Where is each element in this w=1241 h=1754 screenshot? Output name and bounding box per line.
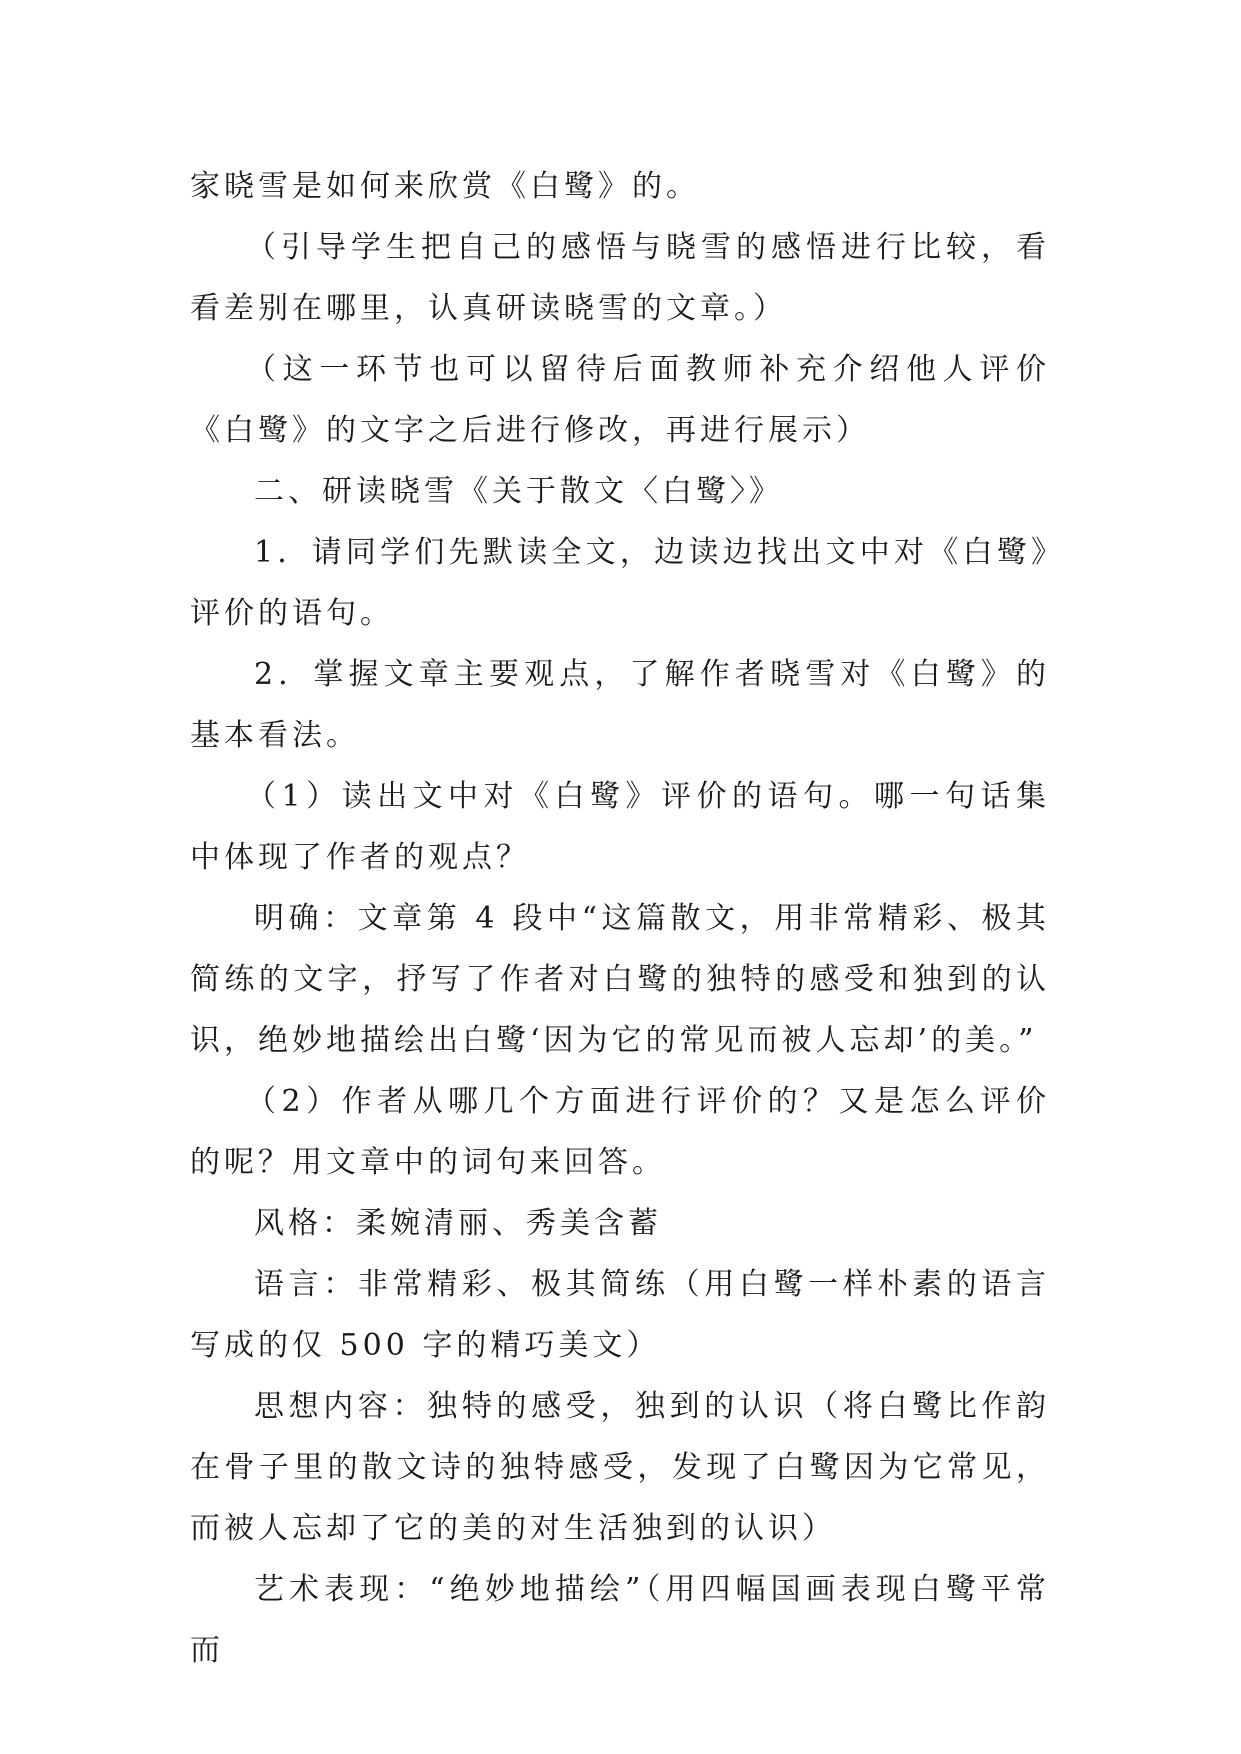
point-art: 艺术表现：“绝妙地描绘”（用四幅国画表现白鹭平常而 (190, 1572, 1050, 1668)
paragraph-continuation: 家晓雪是如何来欣赏《白鹭》的。 (190, 169, 700, 204)
sub-question-1: （1）读出文中对《白鹭》评价的语句。哪一句话集中体现了作者的观点？ (190, 779, 1050, 875)
answer-clarification: 明确：文章第 4 段中“这篇散文，用非常精彩、极其简练的文字，抒写了作者对白鹭的独特的感受和独到的认识，绝妙地描绘出白鹭‘因为它的常见而被人忘却’的美。” (190, 901, 1050, 1058)
section-heading: 二、研读晓雪《关于散文〈白鹭〉》 (254, 474, 783, 509)
point-language: 语言：非常精彩、极其简练（用白鹭一样朴素的语言写成的仅 500 字的精巧美文） (190, 1267, 1050, 1363)
point-style: 风格：柔婉清丽、秀美含蓄 (254, 1206, 662, 1241)
list-item-2: 2．掌握文章主要观点，了解作者晓雪对《白鹭》的基本看法。 (190, 657, 1050, 753)
sub-question-2: （2）作者从哪几个方面进行评价的？又是怎么评价的呢？用文章中的词句来回答。 (190, 1084, 1050, 1180)
list-item-1: 1．请同学们先默读全文，边读边找出文中对《白鹭》评价的语句。 (190, 535, 1050, 631)
point-content: 思想内容：独特的感受，独到的认识（将白鹭比作韵在骨子里的散文诗的独特感受，发现了白鹭因为它常见，而被人忘却了它的美的对生活独到的认识） (190, 1389, 1050, 1546)
paragraph-guidance-compare: （引导学生把自己的感悟与晓雪的感悟进行比较，看看差别在哪里，认真研读晓雪的文章。） (190, 230, 1050, 326)
paragraph-guidance-revise: （这一环节也可以留待后面教师补充介绍他人评价《白鹭》的文字之后进行修改，再进行展示） (190, 352, 1050, 448)
document-page (190, 156, 1050, 1681)
